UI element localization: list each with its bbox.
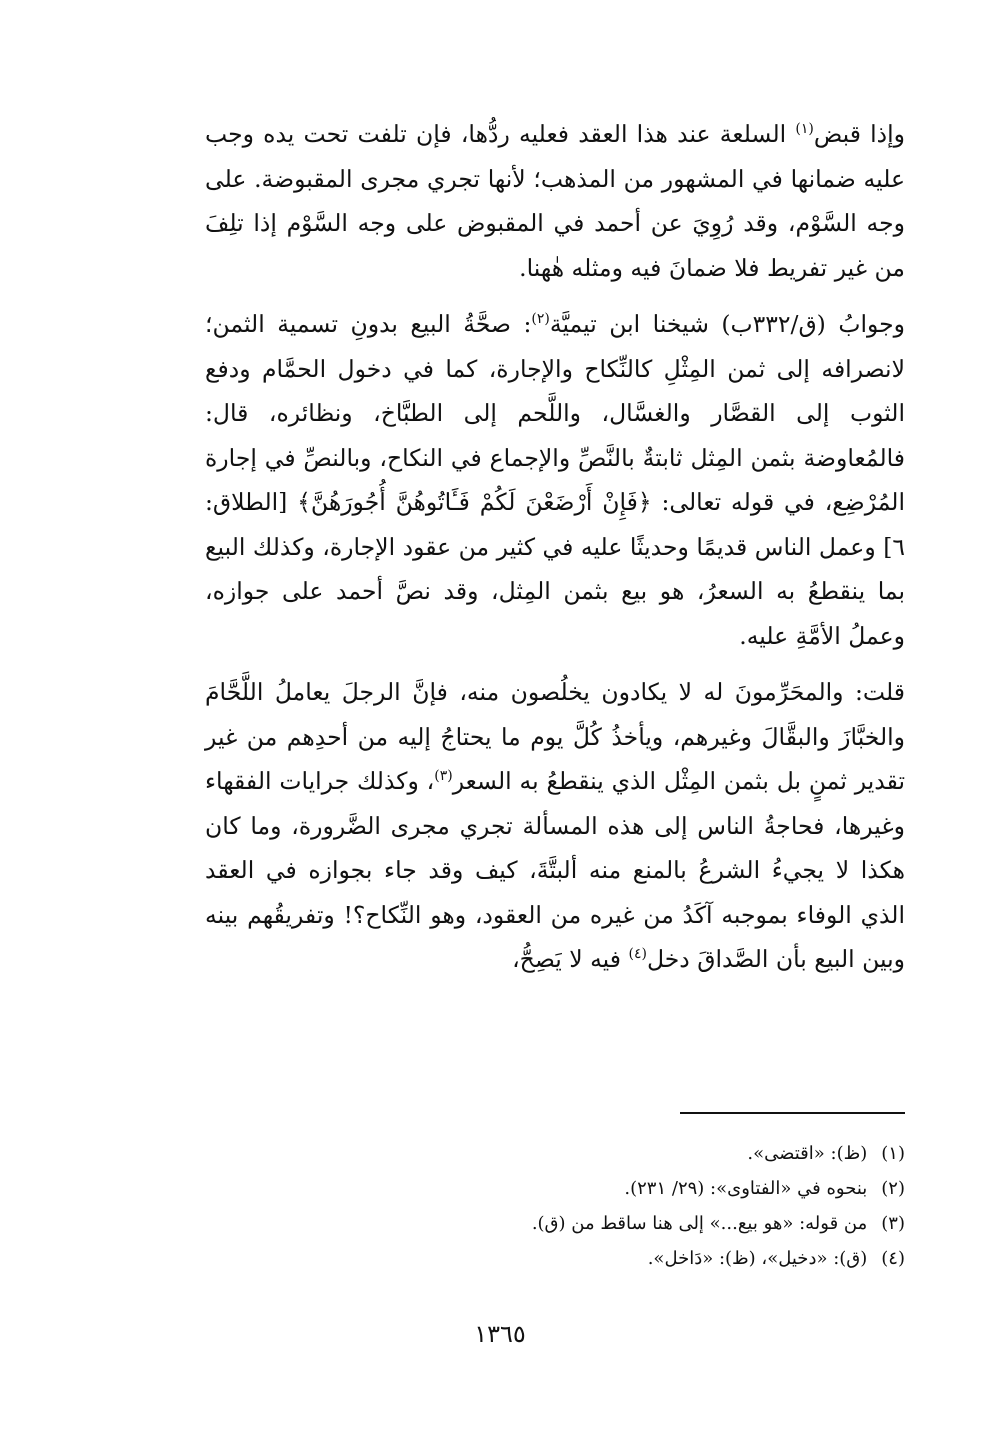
footnote-4: [205, 1241, 905, 1276]
paragraph-text: وإذا قبض: [813, 120, 905, 148]
footnote-1: [205, 1136, 905, 1171]
paragraph-text: : صحَّةُ البيع بدونِ تسمية الثمن؛ لانصرافه إلى ثمن المِثْلِ كالنِّكاح والإجارة، كما في دخول الحمَّام ودفع الثوب إلى القصَّار والغسَّال، واللَّحم إلى الطبَّاخ، ونظائره، قال: فالمُعاوضة بثمن المِثل ثابتةٌ بالنَّصِّ والإجماع في النكاح، وبالنصِّ في إجارة المُرْضِع، في قوله تعالى: ﴿فَإِنْ أَرْضَعْنَ لَكُمْ فَـَٔاتُوهُنَّ أُجُورَهُنَّ﴾ [الطلاق: ٦] وعمل الناس قديمًا وحديثًا عليه في كثير من عقود الإجارة، وكذلك البيع بما ينقطعُ به السعرُ، هو بيع بثمن المِثل، وقد نصَّ أحمد على جوازه، وعملُ الأمَّةِ عليه.: [205, 310, 905, 650]
footnote-number: (٣): [881, 1213, 905, 1234]
footnote-marker: (٢): [531, 311, 550, 328]
paragraph-text: السلعة عند هذا العقد فعليه ردُّها، فإن تلفت تحت يده وجب عليه ضمانها في المشهور من المذهب؛ لأنها تجري مجرى المقبوضة. على وجه السَّوْم، وقد رُوِيَ عن أحمد في المقبوض على وجه السَّوْم إذا تلِفَ من غير تفريط فلا ضمانَ فيه ومثله هٰهنا.: [205, 120, 905, 282]
footnote-separator: [680, 1112, 905, 1114]
footnotes: [205, 1136, 905, 1276]
paragraph-text: فيه لا يَصِحُّ،: [512, 945, 629, 973]
main-text: [205, 112, 905, 982]
footnote-text: (ظ): «اقتضى».: [747, 1143, 868, 1164]
paragraph-text: ، وكذلك جرايات الفقهاء وغيرها، فحاجةُ الناس إلى هذه المسألة تجري مجرى الضَّرورة، وما كان هكذا لا يجيءُ الشرعُ بالمنع منه ألبتَّةَ، كيف وقد جاء بجوازه في العقد الذي الوفاء بموجبه آكَدُ من غيره من العقود، وهو النِّكاح؟! وتفريقُهم بينه وبين البيع بأن الصَّداقَ دخل: [205, 767, 905, 973]
paragraph-text: وجوابُ (ق/٣٣٢ب) شيخنا ابن تيميَّة: [549, 310, 905, 338]
footnote-marker: (٣): [434, 768, 453, 785]
paragraph-text: قلت: والمحَرِّمونَ له لا يكادون يخلُصون منه، فإنَّ الرجلَ يعاملُ اللَّحَّامَ والخبَّازَ والبقَّالَ وغيرهم، ويأخذُ كُلَّ يوم ما يحتاجُ إليه من أحدِهم من غير تقدير ثمنٍ بل بثمن المِثْل الذي ينقطعُ به السعر: [205, 678, 905, 795]
footnote-2: [205, 1171, 905, 1206]
footnote-marker: (٤): [628, 946, 647, 963]
footnote-marker: (١): [795, 121, 814, 138]
footnote-text: (ق): «دخيل»، (ظ): «دَاخل».: [647, 1248, 868, 1269]
footnote-number: (٢): [881, 1178, 905, 1199]
footnote-number: (٤): [881, 1248, 905, 1269]
footnote-3: [205, 1206, 905, 1241]
page-number: ١٣٦٥: [474, 1320, 526, 1348]
paragraph-1: [205, 112, 905, 290]
footnote-number: (١): [881, 1143, 905, 1164]
paragraph-2: [205, 302, 905, 658]
paragraph-3: [205, 670, 905, 982]
footnote-text: بنحوه في «الفتاوى»: (٢٩/ ٢٣١).: [624, 1178, 868, 1199]
footnote-text: من قوله: «هو بيع...» إلى هنا ساقط من (ق).: [531, 1213, 868, 1234]
